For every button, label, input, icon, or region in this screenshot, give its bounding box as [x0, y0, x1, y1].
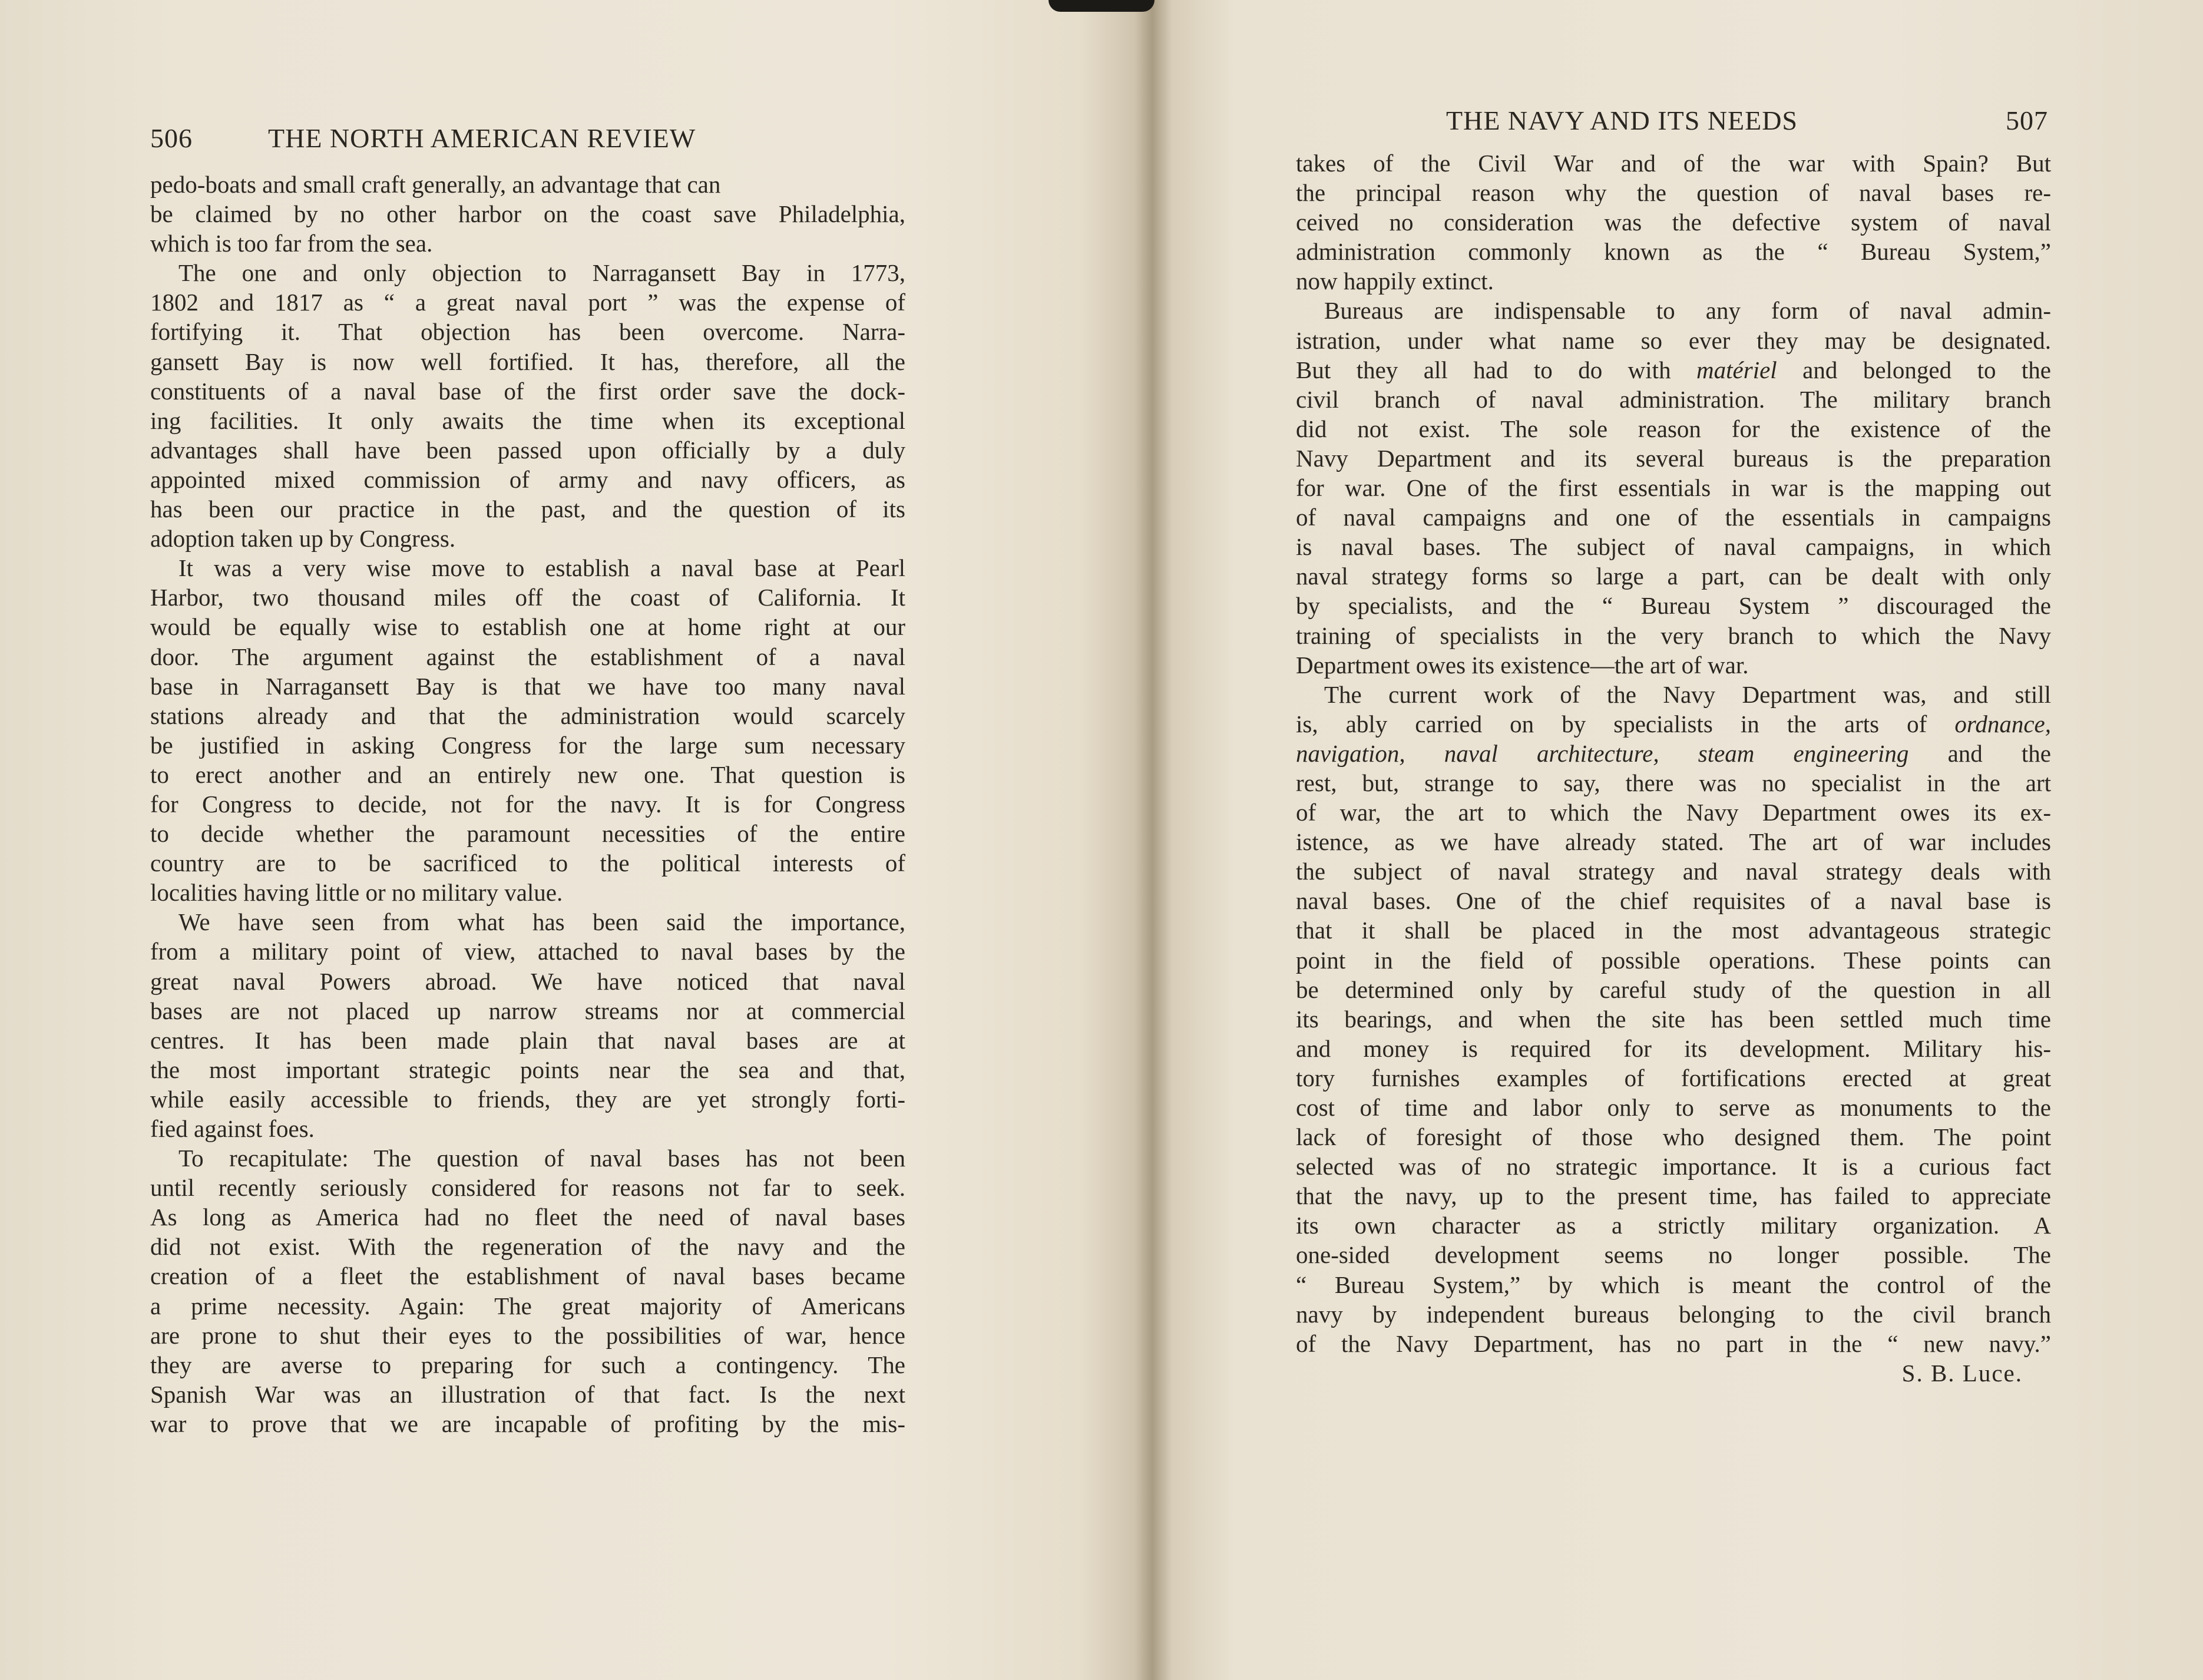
text-line: did not exist. The sole reason for the existence of the: [1296, 415, 2051, 442]
text-line: its own character as a strictly military organization. A: [1296, 1212, 2051, 1239]
text-line: ceived no consideration was the defective system of naval: [1296, 209, 2051, 236]
left-page-number: 506: [150, 123, 193, 153]
italic-term: ordnance,: [1954, 710, 2051, 738]
text-line: war to prove that we are incapable of profiting by the mis-: [150, 1410, 905, 1437]
text-line: training of specialists in the very branch to which the Navy: [1296, 621, 2051, 649]
text-line: would be equally wise to establish one at home right at our: [150, 613, 905, 641]
text-line: istration, under what name so ever they may be designated.: [1296, 326, 2051, 354]
text-line: gansett Bay is now well fortified. It has, therefore, all the: [150, 348, 905, 375]
text-line: the subject of naval strategy and naval strategy deals with: [1296, 858, 2051, 885]
text-line: has been our practice in the past, and the question of its: [150, 495, 905, 523]
text-line: be determined only by careful study of the question in all: [1296, 975, 2051, 1003]
text-line: selected was of no strategic importance. It is a curious fact: [1296, 1153, 2051, 1180]
text-fragment: But they all had to do with: [1296, 356, 1671, 383]
text-line: lack of foresight of those who designed them. The point: [1296, 1123, 2051, 1151]
text-line: a prime necessity. Again: The great majority of Americans: [150, 1292, 905, 1319]
text-line: from a military point of view, attached to naval bases by the: [150, 938, 905, 965]
text-line: of war, the art to which the Navy Department owes its ex-: [1296, 799, 2051, 826]
text-line: [1296, 355, 2051, 385]
text-line: Navy Department and its several bureaus is the preparation: [1296, 444, 2051, 472]
text-line: To recapitulate: The question of naval bases has not been: [178, 1145, 905, 1172]
text-line: are prone to shut their eyes to the possibilities of war, hence: [150, 1321, 905, 1349]
text-line: The current work of the Navy Department was, and still: [1324, 680, 2051, 708]
text-line: 1802 and 1817 as “ a great naval port ” was the expense of: [150, 289, 905, 316]
author-signature: S. B. Luce.: [1901, 1359, 2023, 1387]
text-line: which is too far from the sea.: [150, 230, 433, 257]
text-line: As long as America had no fleet the need of naval bases: [150, 1203, 905, 1231]
text-line: that it shall be placed in the most advantageous strategic: [1296, 917, 2051, 944]
text-line: of the Navy Department, has no part in the “ new navy.”: [1296, 1330, 2051, 1357]
text-line: point in the field of possible operations. These points can: [1296, 946, 2051, 974]
text-line: of naval campaigns and one of the essentials in campaigns: [1296, 504, 2051, 531]
text-line: country are to be sacrificed to the political interests of: [150, 849, 905, 877]
text-line: adoption taken up by Congress.: [150, 525, 456, 553]
text-line: the most important strategic points near the sea and that,: [150, 1056, 905, 1083]
text-line: for Congress to decide, not for the navy. It is for Congress: [150, 790, 905, 818]
text-line: ing facilities. It only awaits the time when its exceptional: [150, 406, 905, 434]
text-line: Bureaus are indispensable to any form of naval admin-: [1324, 297, 2051, 325]
text-line: door. The argument against the establishment of a naval: [150, 643, 905, 670]
text-line: The one and only objection to Narragansett Bay in 1773,: [178, 259, 905, 287]
text-line: to erect another and an entirely new one. That question is: [150, 760, 905, 788]
text-line: great naval Powers abroad. We have noticed that naval: [150, 967, 905, 995]
text-line: naval bases. One of the chief requisites of a naval base is: [1296, 887, 2051, 915]
text-line: tory furnishes examples of fortifications erected at great: [1296, 1064, 2051, 1092]
right-page-number: 507: [2006, 105, 2048, 135]
text-line: appointed mixed commission of army and navy officers, as: [150, 465, 905, 493]
text-line: administration commonly known as the “ Bureau System,”: [1296, 238, 2051, 266]
text-line: [1296, 739, 2051, 768]
text-line: We have seen from what has been said the importance,: [178, 908, 905, 936]
text-line: takes of the Civil War and of the war with Spain? But: [1296, 150, 2051, 177]
text-line: constituents of a naval base of the first order save the dock-: [150, 377, 905, 405]
text-line: naval strategy forms so large a part, can be dealt with only: [1296, 563, 2051, 590]
left-running-title: THE NORTH AMERICAN REVIEW: [268, 123, 696, 153]
text-fragment: and the: [1947, 739, 2051, 767]
text-line: [1296, 709, 2051, 739]
text-line: its bearings, and when the site has been settled much time: [1296, 1005, 2051, 1033]
text-line: rest, but, strange to say, there was no specialist in the art: [1296, 769, 2051, 796]
text-line: they are averse to preparing for such a contingency. The: [150, 1351, 905, 1378]
text-line: now happily extinct.: [1296, 267, 1494, 295]
text-line: localities having little or no military value.: [150, 879, 563, 907]
text-line: Spanish War was an illustration of that fact. Is the next: [150, 1380, 905, 1408]
text-line: creation of a fleet the establishment of naval bases became: [150, 1262, 905, 1290]
text-line: centres. It has been made plain that naval bases are at: [150, 1026, 905, 1054]
text-line: fied against foes.: [150, 1115, 315, 1142]
text-line: fortifying it. That objection has been overcome. Narra-: [150, 318, 905, 346]
text-line: for war. One of the first essentials in war is the mapping out: [1296, 474, 2051, 502]
text-line: that the navy, up to the present time, has failed to appreciate: [1296, 1182, 2051, 1210]
text-line: until recently seriously considered for reasons not far to seek.: [150, 1174, 905, 1202]
text-line: while easily accessible to friends, they are yet strongly forti-: [150, 1085, 905, 1113]
text-line: is naval bases. The subject of naval campaigns, in which: [1296, 533, 2051, 561]
binding-shadow: [1048, 0, 1155, 12]
italic-term: matériel: [1696, 356, 1777, 383]
text-line: base in Narragansett Bay is that we have too many naval: [150, 672, 905, 700]
italic-term: navigation, naval architecture, steam engineering: [1296, 739, 1909, 767]
text-line: Harbor, two thousand miles off the coast of California. It: [150, 584, 905, 611]
right-running-title: THE NAVY AND ITS NEEDS: [1446, 105, 1798, 135]
text-fragment: and belonged to the: [1802, 356, 2051, 383]
left-page: [150, 0, 905, 1680]
right-page: [1296, 0, 2051, 1680]
text-line: to decide whether the paramount necessities of the entire: [150, 820, 905, 848]
right-page-body: [1296, 148, 2051, 1388]
text-line: be justified in asking Congress for the large sum necessary: [150, 731, 905, 759]
text-line: navy by independent bureaus belonging to the civil branch: [1296, 1300, 2051, 1328]
text-line: pedo-boats and small craft generally, an advantage that can: [150, 171, 721, 198]
text-line: civil branch of naval administration. The military branch: [1296, 385, 2051, 413]
text-line: by specialists, and the “ Bureau System ” discouraged the: [1296, 592, 2051, 620]
text-line: cost of time and labor only to serve as monuments to the: [1296, 1094, 2051, 1121]
text-line: “ Bureau System,” by which is meant the control of the: [1296, 1271, 2051, 1298]
text-line: advantages shall have been passed upon officially by a duly: [150, 436, 905, 464]
text-line: bases are not placed up narrow streams nor at commercial: [150, 997, 905, 1024]
text-fragment: is, ably carried on by specialists in the arts of: [1296, 710, 1927, 738]
text-line: the principal reason why the question of naval bases re-: [1296, 179, 2051, 207]
text-line: and money is required for its development. Military his-: [1296, 1034, 2051, 1062]
text-line: stations already and that the administration would scarcely: [150, 702, 905, 729]
text-line: Department owes its existence—the art of war.: [1296, 651, 1749, 679]
left-page-body: [150, 170, 905, 1438]
text-line: It was a very wise move to establish a naval base at Pearl: [178, 554, 905, 582]
text-line: be claimed by no other harbor on the coast save Philadelphia,: [150, 200, 905, 228]
text-line: did not exist. With the regeneration of the navy and the: [150, 1233, 905, 1261]
text-line: one-sided development seems no longer possible. The: [1296, 1241, 2051, 1269]
text-line: istence, as we have already stated. The art of war includes: [1296, 828, 2051, 856]
